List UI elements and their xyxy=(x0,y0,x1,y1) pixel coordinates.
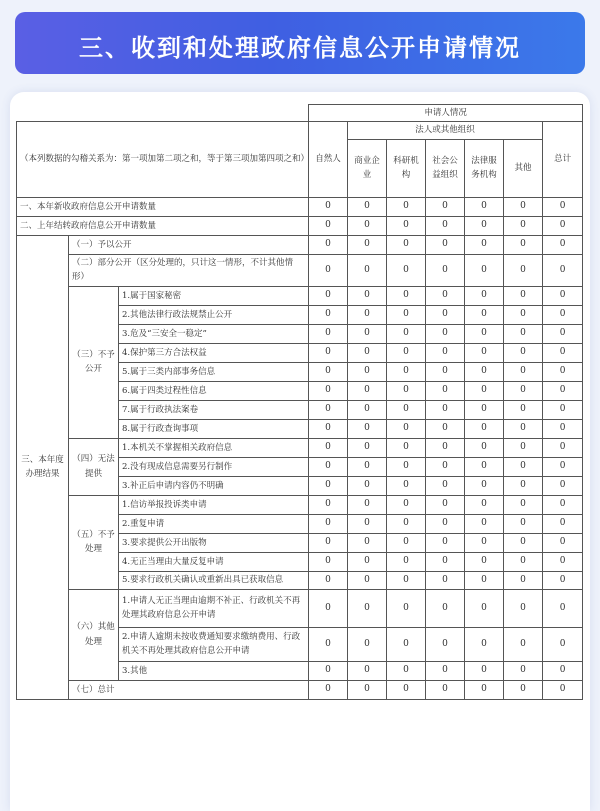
value-cell: 0 xyxy=(465,457,504,476)
value-cell: 0 xyxy=(387,305,426,324)
value-cell: 0 xyxy=(426,381,465,400)
value-cell: 0 xyxy=(348,438,387,457)
value-cell: 0 xyxy=(387,362,426,381)
sub6-item: 3.其他 xyxy=(119,661,309,680)
value-cell: 0 xyxy=(348,419,387,438)
sub3-label: （三）不予公开 xyxy=(69,286,119,438)
value-cell: 0 xyxy=(543,438,583,457)
value-cell: 0 xyxy=(426,457,465,476)
value-cell: 0 xyxy=(465,627,504,661)
value-cell: 0 xyxy=(465,305,504,324)
value-cell: 0 xyxy=(309,305,348,324)
value-cell: 0 xyxy=(504,362,543,381)
value-cell: 0 xyxy=(387,419,426,438)
value-cell: 0 xyxy=(309,324,348,343)
value-cell: 0 xyxy=(543,680,583,699)
value-cell: 0 xyxy=(387,457,426,476)
value-cell: 0 xyxy=(348,197,387,216)
value-cell: 0 xyxy=(387,552,426,571)
value-cell: 0 xyxy=(309,552,348,571)
value-cell: 0 xyxy=(309,400,348,419)
value-cell: 0 xyxy=(348,680,387,699)
value-cell: 0 xyxy=(348,661,387,680)
value-cell: 0 xyxy=(543,476,583,495)
value-cell: 0 xyxy=(387,254,426,286)
value-cell: 0 xyxy=(387,400,426,419)
value-cell: 0 xyxy=(387,661,426,680)
value-cell: 0 xyxy=(387,495,426,514)
value-cell: 0 xyxy=(504,680,543,699)
section3-label: 三、本年度办理结果 xyxy=(17,235,69,699)
value-cell: 0 xyxy=(426,419,465,438)
value-cell: 0 xyxy=(465,590,504,628)
sub3-item: 3.危及“三安全一稳定” xyxy=(119,324,309,343)
value-cell: 0 xyxy=(426,343,465,362)
value-cell: 0 xyxy=(543,197,583,216)
value-cell: 0 xyxy=(348,514,387,533)
value-cell: 0 xyxy=(543,419,583,438)
value-cell: 0 xyxy=(426,661,465,680)
value-cell: 0 xyxy=(504,381,543,400)
sub5-item: 1.信访举报投诉类申请 xyxy=(119,495,309,514)
col-public-welfare: 社会公益组织 xyxy=(426,139,465,197)
value-cell: 0 xyxy=(504,343,543,362)
value-cell: 0 xyxy=(543,590,583,628)
value-cell: 0 xyxy=(465,400,504,419)
value-cell: 0 xyxy=(387,286,426,305)
value-cell: 0 xyxy=(504,216,543,235)
value-cell: 0 xyxy=(465,680,504,699)
col-natural-person: 自然人 xyxy=(309,122,348,197)
value-cell: 0 xyxy=(543,514,583,533)
value-cell: 0 xyxy=(309,571,348,589)
value-cell: 0 xyxy=(387,590,426,628)
value-cell: 0 xyxy=(348,381,387,400)
value-cell: 0 xyxy=(543,552,583,571)
row-grand-total: （七）总计 xyxy=(69,680,309,699)
value-cell: 0 xyxy=(504,476,543,495)
value-cell: 0 xyxy=(426,627,465,661)
value-cell: 0 xyxy=(348,254,387,286)
value-cell: 0 xyxy=(543,362,583,381)
value-cell: 0 xyxy=(465,381,504,400)
value-cell: 0 xyxy=(543,305,583,324)
value-cell: 0 xyxy=(543,533,583,552)
value-cell: 0 xyxy=(309,235,348,254)
sub5-label: （五）不予处理 xyxy=(69,495,119,589)
value-cell: 0 xyxy=(387,476,426,495)
value-cell: 0 xyxy=(504,197,543,216)
sub3-item: 1.属于国家秘密 xyxy=(119,286,309,305)
value-cell: 0 xyxy=(465,216,504,235)
value-cell: 0 xyxy=(543,571,583,589)
value-cell: 0 xyxy=(504,533,543,552)
value-cell: 0 xyxy=(348,590,387,628)
value-cell: 0 xyxy=(309,627,348,661)
value-cell: 0 xyxy=(465,324,504,343)
value-cell: 0 xyxy=(426,286,465,305)
row-carried-over: 二、上年结转政府信息公开申请数量 xyxy=(17,216,309,235)
value-cell: 0 xyxy=(348,627,387,661)
sub4-item: 3.补正后申请内容仍不明确 xyxy=(119,476,309,495)
value-cell: 0 xyxy=(465,362,504,381)
legal-group-header: 法人或其他组织 xyxy=(348,122,543,139)
value-cell: 0 xyxy=(348,324,387,343)
value-cell: 0 xyxy=(543,216,583,235)
value-cell: 0 xyxy=(504,254,543,286)
value-cell: 0 xyxy=(465,476,504,495)
value-cell: 0 xyxy=(543,400,583,419)
sub4-item: 1.本机关不掌握相关政府信息 xyxy=(119,438,309,457)
value-cell: 0 xyxy=(426,216,465,235)
sub3-item: 5.属于三类内部事务信息 xyxy=(119,362,309,381)
col-legal-service: 法律服务机构 xyxy=(465,139,504,197)
value-cell: 0 xyxy=(465,419,504,438)
sub6-item: 1.申请人无正当理由逾期不补正、行政机关不再处理其政府信息公开申请 xyxy=(119,590,309,628)
value-cell: 0 xyxy=(426,235,465,254)
value-cell: 0 xyxy=(426,571,465,589)
value-cell: 0 xyxy=(309,343,348,362)
value-cell: 0 xyxy=(426,324,465,343)
value-cell: 0 xyxy=(504,324,543,343)
value-cell: 0 xyxy=(348,343,387,362)
value-cell: 0 xyxy=(387,571,426,589)
sub3-item: 6.属于四类过程性信息 xyxy=(119,381,309,400)
row-disclosed: （一）予以公开 xyxy=(69,235,309,254)
col-total: 总计 xyxy=(543,122,583,197)
row-partial: （二）部分公开（区分处理的，只计这一情形，不计其他情形） xyxy=(69,254,309,286)
sub5-item: 2.重复申请 xyxy=(119,514,309,533)
sub5-item: 4.无正当理由大量反复申请 xyxy=(119,552,309,571)
applicant-header: 申请人情况 xyxy=(309,105,583,122)
value-cell: 0 xyxy=(504,305,543,324)
value-cell: 0 xyxy=(426,514,465,533)
value-cell: 0 xyxy=(309,197,348,216)
value-cell: 0 xyxy=(465,197,504,216)
value-cell: 0 xyxy=(387,438,426,457)
value-cell: 0 xyxy=(387,514,426,533)
value-cell: 0 xyxy=(465,343,504,362)
value-cell: 0 xyxy=(504,235,543,254)
value-cell: 0 xyxy=(504,457,543,476)
value-cell: 0 xyxy=(426,438,465,457)
value-cell: 0 xyxy=(387,533,426,552)
value-cell: 0 xyxy=(309,590,348,628)
table-card xyxy=(10,92,590,811)
value-cell: 0 xyxy=(504,627,543,661)
value-cell: 0 xyxy=(348,235,387,254)
value-cell: 0 xyxy=(504,571,543,589)
sub6-label: （六）其他处理 xyxy=(69,590,119,681)
value-cell: 0 xyxy=(543,495,583,514)
value-cell: 0 xyxy=(465,495,504,514)
value-cell: 0 xyxy=(309,680,348,699)
value-cell: 0 xyxy=(504,552,543,571)
value-cell: 0 xyxy=(309,362,348,381)
value-cell: 0 xyxy=(426,533,465,552)
value-cell: 0 xyxy=(348,362,387,381)
value-cell: 0 xyxy=(426,590,465,628)
value-cell: 0 xyxy=(543,235,583,254)
value-cell: 0 xyxy=(348,457,387,476)
disclosure-table xyxy=(16,104,583,700)
col-business: 商业企业 xyxy=(348,139,387,197)
value-cell: 0 xyxy=(387,235,426,254)
value-cell: 0 xyxy=(387,216,426,235)
value-cell: 0 xyxy=(348,552,387,571)
value-cell: 0 xyxy=(387,324,426,343)
value-cell: 0 xyxy=(465,438,504,457)
value-cell: 0 xyxy=(465,661,504,680)
value-cell: 0 xyxy=(465,571,504,589)
value-cell: 0 xyxy=(348,400,387,419)
value-cell: 0 xyxy=(387,627,426,661)
value-cell: 0 xyxy=(504,514,543,533)
value-cell: 0 xyxy=(426,680,465,699)
value-cell: 0 xyxy=(543,324,583,343)
value-cell: 0 xyxy=(309,419,348,438)
value-cell: 0 xyxy=(309,495,348,514)
value-cell: 0 xyxy=(504,419,543,438)
value-cell: 0 xyxy=(426,552,465,571)
value-cell: 0 xyxy=(309,216,348,235)
sub3-item: 8.属于行政查询事项 xyxy=(119,419,309,438)
sub4-item: 2.没有现成信息需要另行制作 xyxy=(119,457,309,476)
value-cell: 0 xyxy=(309,457,348,476)
value-cell: 0 xyxy=(465,235,504,254)
value-cell: 0 xyxy=(309,476,348,495)
value-cell: 0 xyxy=(504,286,543,305)
value-cell: 0 xyxy=(309,438,348,457)
value-cell: 0 xyxy=(426,197,465,216)
sub5-item: 5.要求行政机关确认或重新出具已获取信息 xyxy=(119,571,309,589)
value-cell: 0 xyxy=(543,254,583,286)
sub4-label: （四）无法提供 xyxy=(69,438,119,495)
value-cell: 0 xyxy=(348,495,387,514)
col-other: 其他 xyxy=(504,139,543,197)
col-research: 科研机构 xyxy=(387,139,426,197)
sub3-item: 2.其他法律行政法规禁止公开 xyxy=(119,305,309,324)
value-cell: 0 xyxy=(543,381,583,400)
sub3-item: 4.保护第三方合法权益 xyxy=(119,343,309,362)
value-cell: 0 xyxy=(465,552,504,571)
sub3-item: 7.属于行政执法案卷 xyxy=(119,400,309,419)
value-cell: 0 xyxy=(465,254,504,286)
value-cell: 0 xyxy=(504,438,543,457)
value-cell: 0 xyxy=(426,495,465,514)
sub5-item: 3.要求提供公开出版物 xyxy=(119,533,309,552)
value-cell: 0 xyxy=(309,661,348,680)
value-cell: 0 xyxy=(309,286,348,305)
value-cell: 0 xyxy=(309,381,348,400)
value-cell: 0 xyxy=(348,305,387,324)
value-cell: 0 xyxy=(426,254,465,286)
value-cell: 0 xyxy=(387,197,426,216)
section-header xyxy=(15,12,585,74)
value-cell: 0 xyxy=(504,661,543,680)
value-cell: 0 xyxy=(504,590,543,628)
value-cell: 0 xyxy=(465,286,504,305)
value-cell: 0 xyxy=(387,343,426,362)
value-cell: 0 xyxy=(543,286,583,305)
value-cell: 0 xyxy=(426,400,465,419)
value-cell: 0 xyxy=(348,571,387,589)
value-cell: 0 xyxy=(504,495,543,514)
value-cell: 0 xyxy=(426,305,465,324)
value-cell: 0 xyxy=(309,514,348,533)
value-cell: 0 xyxy=(465,514,504,533)
corner-note: （本列数据的勾稽关系为：第一项加第二项之和，等于第三项加第四项之和） xyxy=(17,122,309,197)
value-cell: 0 xyxy=(465,533,504,552)
section-title: 三、收到和处理政府信息公开申请情况 xyxy=(79,34,521,62)
value-cell: 0 xyxy=(543,627,583,661)
value-cell: 0 xyxy=(309,254,348,286)
value-cell: 0 xyxy=(348,476,387,495)
value-cell: 0 xyxy=(348,286,387,305)
row-new-applications: 一、本年新收政府信息公开申请数量 xyxy=(17,197,309,216)
value-cell: 0 xyxy=(387,680,426,699)
value-cell: 0 xyxy=(348,216,387,235)
value-cell: 0 xyxy=(426,476,465,495)
value-cell: 0 xyxy=(543,457,583,476)
value-cell: 0 xyxy=(348,533,387,552)
value-cell: 0 xyxy=(504,400,543,419)
value-cell: 0 xyxy=(543,661,583,680)
value-cell: 0 xyxy=(309,533,348,552)
value-cell: 0 xyxy=(387,381,426,400)
value-cell: 0 xyxy=(426,362,465,381)
sub6-item: 2.申请人逾期未按收费通知要求缴纳费用、行政机关不再处理其政府信息公开申请 xyxy=(119,627,309,661)
value-cell: 0 xyxy=(543,343,583,362)
